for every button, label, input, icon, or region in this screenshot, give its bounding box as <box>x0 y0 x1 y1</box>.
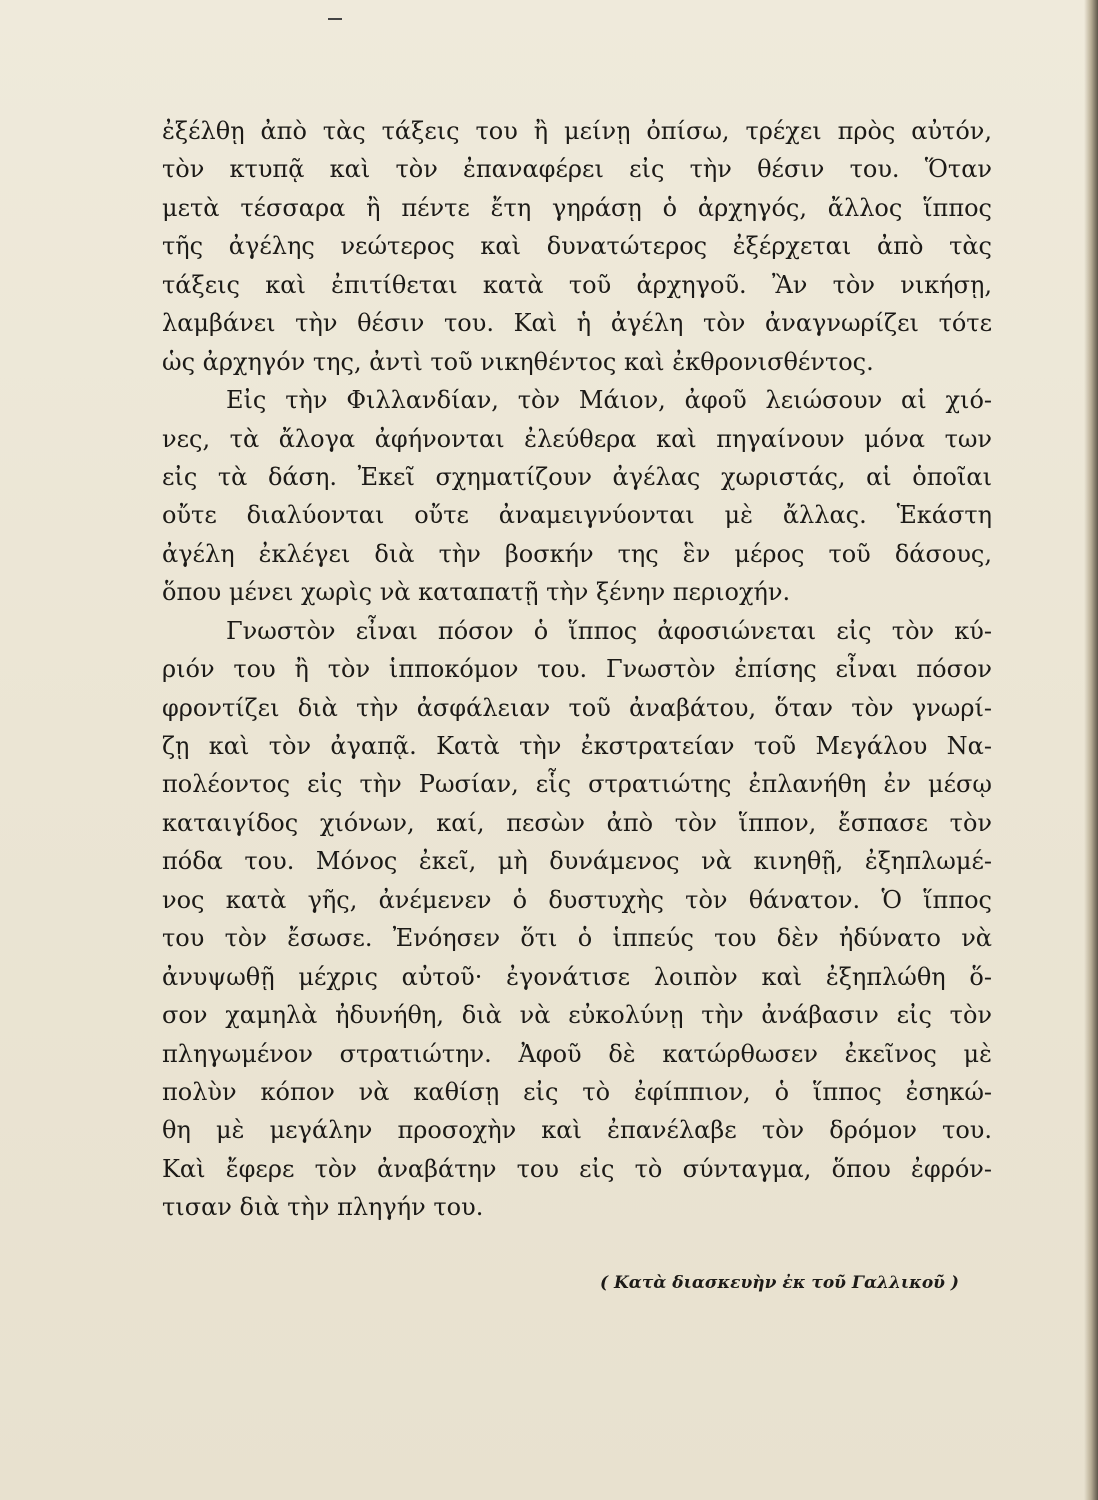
text-line: ὅπου μένει χωρὶς νὰ καταπατῇ τὴν ξένην περιοχήν. <box>162 578 791 607</box>
text-line: νες, τὰ ἄλογα ἀφήνονται ἐλεύθερα καὶ πηγαίνουν μόνα των <box>162 424 992 453</box>
text-line: φροντίζει διὰ τὴν ἀσφάλειαν τοῦ ἀναβάτου, ὅταν τὸν γνωρί- <box>162 693 992 722</box>
text-line: τῆς ἀγέλης νεώτερος καὶ δυνατώτερος ἐξέρχεται ἀπὸ τὰς <box>162 232 992 261</box>
text-line: Καὶ ἔφερε τὸν ἀναβάτην του εἰς τὸ σύνταγμα, ὅπου ἐφρόν- <box>162 1154 992 1183</box>
text-line: του τὸν ἔσωσε. Ἐνόησεν ὅτι ὁ ἱππεύς του δὲν ἠδύνατο νὰ <box>162 924 992 953</box>
text-line: τισαν διὰ τὴν πληγήν του. <box>162 1193 484 1222</box>
text-line: ὡς ἀρχηγόν της, ἀντὶ τοῦ νικηθέντος καὶ ἐκθρονισθέντος. <box>162 347 874 376</box>
text-line: πολὺν κόπον νὰ καθίσῃ εἰς τὸ ἐφίππιον, ὁ ἵππος ἐσηκώ- <box>162 1077 992 1106</box>
text-line: τὸν κτυπᾷ καὶ τὸν ἐπαναφέρει εἰς τὴν θέσιν του. Ὅταν <box>162 155 992 184</box>
text-line: σον χαμηλὰ ἠδυνήθη, διὰ νὰ εὐκολύνῃ τὴν ἀνάβασιν εἰς τὸν <box>162 1001 992 1030</box>
body-text <box>162 112 992 1227</box>
text-line: μετὰ τέσσαρα ἢ πέντε ἔτη γηράσῃ ὁ ἀρχηγός, ἄλλος ἵππος <box>162 193 992 222</box>
text-line: ἐξέλθῃ ἀπὸ τὰς τάξεις του ἢ μείνῃ ὀπίσω, τρέχει πρὸς αὐτόν, <box>162 117 992 145</box>
text-line: εἰς τὰ δάση. Ἐκεῖ σχηματίζουν ἀγέλας χωριστάς, αἱ ὁποῖαι <box>162 462 992 491</box>
page-mark <box>328 18 342 20</box>
text-line: λαμβάνει τὴν θέσιν του. Καὶ ἡ ἀγέλη τὸν ἀναγνωρίζει τότε <box>162 309 992 338</box>
text-line: καταιγίδος χιόνων, καί, πεσὼν ἀπὸ τὸν ἵππον, ἔσπασε τὸν <box>162 808 992 837</box>
text-line: τάξεις καὶ ἐπιτίθεται κατὰ τοῦ ἀρχηγοῦ. Ἂν τὸν νικήσῃ, <box>162 270 992 299</box>
text-line: οὔτε διαλύονται οὔτε ἀναμειγνύονται μὲ ἄλλας. Ἑκάστη <box>162 501 992 530</box>
text-line: ριόν του ἢ τὸν ἱπποκόμον του. Γνωστὸν ἐπίσης εἶναι πόσον <box>162 655 992 684</box>
text-line: ζῃ καὶ τὸν ἀγαπᾷ. Κατὰ τὴν ἐκστρατείαν τοῦ Μεγάλου Να- <box>162 732 992 760</box>
text-line: θη μὲ μεγάλην προσοχὴν καὶ ἐπανέλαβε τὸν δρόμον του. <box>162 1116 992 1145</box>
paragraph-start-line: Γνωστὸν εἶναι πόσον ὁ ἵππος ἀφοσιώνεται εἰς τὸν κύ- <box>226 616 992 645</box>
text-line: πόδα του. Μόνος ἐκεῖ, μὴ δυνάμενος νὰ κινηθῇ, ἐξηπλωμέ- <box>162 847 992 876</box>
text-line: ἀνυψωθῇ μέχρις αὐτοῦ· ἐγονάτισε λοιπὸν καὶ ἐξηπλώθη ὅ- <box>162 962 992 991</box>
text-line: νος κατὰ γῆς, ἀνέμενεν ὁ δυστυχὴς τὸν θάνατον. Ὁ ἵππος <box>162 885 992 914</box>
text-line: ἀγέλη ἐκλέγει διὰ τὴν βοσκήν της ἓν μέρος τοῦ δάσους, <box>162 539 992 568</box>
source-note: ( Κατὰ διασκευὴν ἐκ τοῦ Γαλλικοῦ ) <box>600 1273 959 1293</box>
page-edge-shadow <box>1084 0 1098 1500</box>
paragraph-start-line: Εἰς τὴν Φιλλανδίαν, τὸν Μάιον, ἀφοῦ λειώσουν αἱ χιό- <box>226 386 992 415</box>
text-line: πληγωμένον στρατιώτην. Ἀφοῦ δὲ κατώρθωσεν ἐκεῖνος μὲ <box>162 1039 992 1068</box>
text-line: πολέοντος εἰς τὴν Ρωσίαν, εἷς στρατιώτης ἐπλανήθη ἐν μέσῳ <box>162 770 992 799</box>
